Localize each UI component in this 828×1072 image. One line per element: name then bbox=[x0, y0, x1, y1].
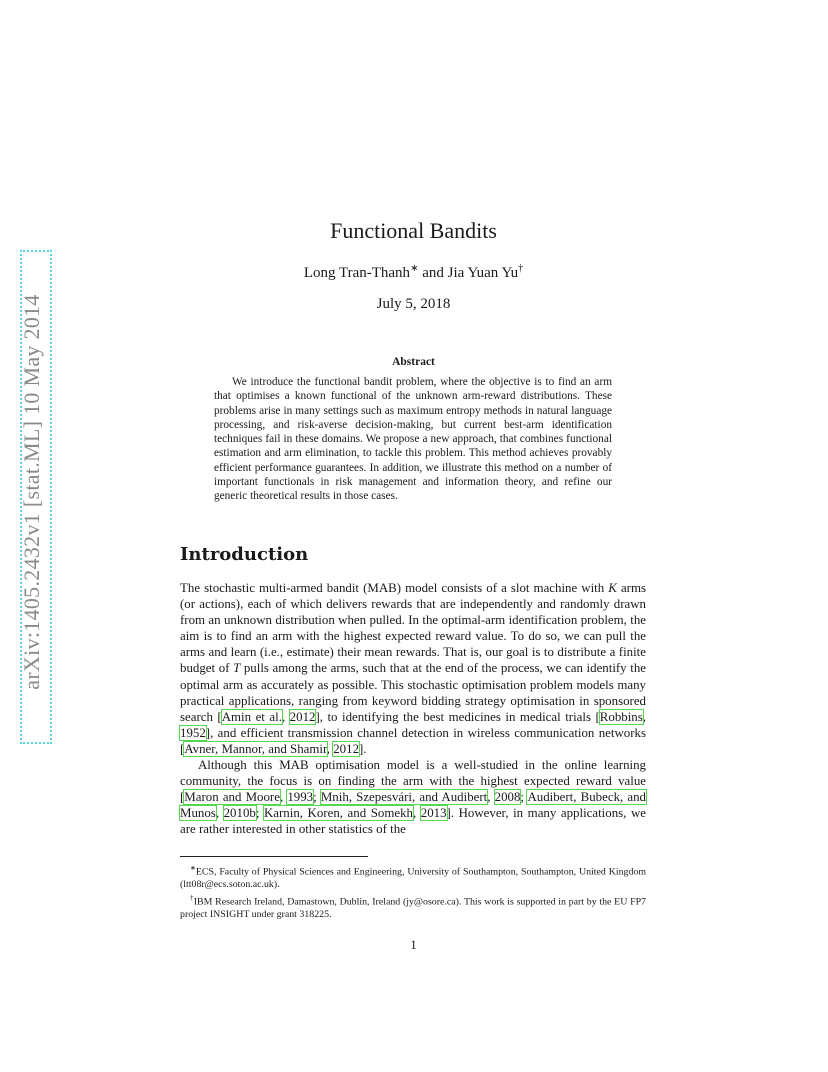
footnote-2 bbox=[180, 892, 646, 921]
citation-link[interactable]: Mnih, Szepesvári, and Audibert bbox=[320, 790, 488, 805]
citation-separator: ; bbox=[255, 806, 264, 821]
citation-separator: , bbox=[215, 806, 224, 821]
citation-link[interactable]: Maron and Moore bbox=[184, 790, 280, 805]
citation-link[interactable]: 2013 bbox=[420, 806, 447, 821]
citation-separator: ; bbox=[313, 790, 321, 805]
paragraph-text: arms (or actions), each of which delivers rewards that are independently and randomly drawn from an unknown distribution when pulled. In the optimal-arm identification problem, the aim is to find an arm with the highest expected reward value. To do so, we can pull the arms and learn (i.e., estimate) their mean rewards. That is, our goal is to distribute a finite budget of bbox=[180, 581, 646, 676]
author-1: Long Tran-Thanh bbox=[303, 265, 411, 281]
citation-link[interactable]: 2012 bbox=[289, 709, 316, 724]
math-symbol-k: K bbox=[608, 581, 617, 595]
citation-separator: , bbox=[281, 709, 290, 724]
author-connector: and bbox=[418, 265, 448, 281]
author-2-mark: † bbox=[518, 263, 524, 274]
section-heading-introduction: Introduction bbox=[180, 544, 309, 565]
citation-separator: , bbox=[326, 741, 334, 756]
citation-link[interactable]: Audibert, Bubeck, and Munos bbox=[180, 790, 646, 821]
paragraph-2 bbox=[180, 757, 646, 837]
page-number: 1 bbox=[410, 938, 417, 952]
abstract-heading: Abstract bbox=[392, 356, 435, 368]
footnote-text: IBM Research Ireland, Damastown, Dublin, Ireland (jy@osore.ca). This work is supported in part by the EU FP7 project INSIGHT under grant 318225. bbox=[180, 896, 646, 921]
citation-separator: , bbox=[642, 709, 647, 724]
author-2: Jia Yuan Yu bbox=[447, 265, 519, 281]
footnote-1 bbox=[180, 862, 646, 891]
author-1-mark: ∗ bbox=[410, 263, 419, 274]
citation-link[interactable]: Karnin, Koren, and Somekh bbox=[263, 806, 413, 821]
footnote-mark: ∗ bbox=[190, 864, 196, 872]
citation-separator: , bbox=[279, 790, 288, 805]
citation-separator: ; bbox=[520, 790, 528, 805]
citation-link[interactable]: Amin et al. bbox=[221, 709, 282, 724]
footnote-divider bbox=[180, 856, 368, 857]
paragraph-1 bbox=[180, 580, 646, 757]
arxiv-identifier[interactable]: arXiv:1405.2432v1 [stat.ML] 10 May 2014 bbox=[19, 294, 44, 690]
paper-date: July 5, 2018 bbox=[376, 296, 451, 312]
paragraph-text: The stochastic multi-armed bandit (MAB) model consists of a slot machine with bbox=[180, 581, 609, 595]
citation-separator: , bbox=[487, 790, 495, 805]
paragraph-text: pulls among the arms, such that at the end of the process, we can identify the optimal arm as accurately as possible. This stochastic optimisation problem models many practical applications, ranging from keyword bidding strategy optimisation in sponsored search [ bbox=[180, 661, 646, 724]
footnote-mark: † bbox=[190, 894, 194, 903]
introduction-body bbox=[180, 580, 646, 838]
citation-link[interactable]: 1952 bbox=[180, 725, 206, 740]
math-symbol-t: T bbox=[233, 661, 241, 676]
footnote-text: ECS, Faculty of Physical Sciences and Engineering, University of Southampton, Southampton, United Kingdom (ltt08r@ecs.soton.ac.uk). bbox=[180, 866, 646, 890]
paragraph-text: ]. However, in many applications, we are rather interested in other statistics of the bbox=[180, 806, 646, 837]
paragraph-text: Although this MAB optimisation model is a well-studied in the online learning community, the focus is on finding the arm with the highest expected reward value [ bbox=[180, 758, 646, 805]
citation-link[interactable]: 1993 bbox=[287, 790, 314, 805]
citation-link[interactable]: Avner, Mannor, and Shamir bbox=[184, 741, 327, 756]
paper-title: Functional Bandits bbox=[330, 218, 497, 243]
paragraph-text: ], to identifying the best medicines in medical trials [ bbox=[315, 709, 600, 724]
citation-link[interactable]: 2010b bbox=[223, 806, 256, 821]
citation-link[interactable]: Robbins bbox=[599, 709, 643, 724]
citation-separator: , bbox=[412, 806, 421, 821]
author-line bbox=[180, 263, 647, 282]
paragraph-text: ], and efficient transmission channel detection in wireless communication networks [ bbox=[180, 725, 646, 756]
citation-link[interactable]: 2008 bbox=[494, 790, 521, 805]
footnotes bbox=[180, 862, 646, 923]
citation-link[interactable]: 2012 bbox=[333, 741, 360, 756]
abstract-text: We introduce the functional bandit problem, where the objective is to find an arm that optimises a known functional of the unknown arm-reward distributions. These problems arise in many settings such as maximum entropy methods in natural language processing, and risk-averse decision-making, but current best-arm identification techniques fail in these domains. We propose a new approach, that combines functional estimation and arm elimination, to tackle this problem. This method achieves provably efficient performance guarantees. In addition, we illustrate this method on a number of important functionals in risk management and information theory, and refine our generic theoretical results in those cases. bbox=[214, 376, 612, 503]
paragraph-text: ]. bbox=[359, 741, 367, 756]
